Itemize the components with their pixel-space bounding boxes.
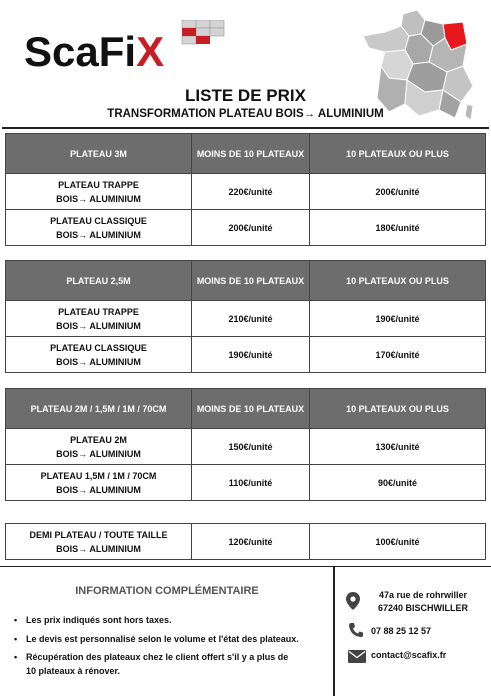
footer-divider [333,566,335,696]
location-pin-icon [346,592,360,610]
product-cell [6,524,192,560]
price-cell: 210€/unité [192,301,310,337]
price-cell: 130€/unité [310,429,486,465]
header-cell: MOINS DE 10 PLATEAUX [192,261,310,301]
table-row [6,210,486,246]
product-variant: BOIS→ ALUMINIUM [56,193,141,204]
product-cell [6,210,192,246]
product-cell [6,337,192,373]
table-row [6,174,486,210]
price-cell: 110€/unité [192,465,310,501]
price-cell: 100€/unité [310,524,486,560]
logo-text: ScaFiX [24,28,165,75]
divider [2,127,489,129]
price-table-half-plateau [5,523,486,560]
address-line: 67240 BISCHWILLER [377,603,469,613]
price-cell: 190€/unité [192,337,310,373]
product-cell [6,301,192,337]
page-title: LISTE DE PRIX [185,86,306,105]
price-cell: 180€/unité [310,210,486,246]
product-variant: BOIS→ ALUMINIUM [56,320,141,331]
price-cell: 190€/unité [310,301,486,337]
product-name: PLATEAU TRAPPE [58,179,139,190]
email-link[interactable]: contact@scafix.fr [371,650,447,660]
product-cell [6,174,192,210]
product-name: PLATEAU TRAPPE [58,306,139,317]
price-cell: 170€/unité [310,337,486,373]
table-row [6,465,486,501]
info-bullet-continuation: 10 plateaux à rénover. [26,666,121,676]
page-subtitle: TRANSFORMATION PLATEAU BOIS→ ALUMINIUM [107,108,384,120]
info-title: INFORMATION COMPLÉMENTAIRE [75,585,259,597]
product-name: PLATEAU CLASSIQUE [50,342,147,353]
header-cell: 10 PLATEAUX OU PLUS [310,389,486,429]
phone-icon [348,622,364,638]
price-table-small-sizes [5,388,486,501]
table-row [6,429,486,465]
product-variant: BOIS→ ALUMINIUM [56,356,141,367]
product-name: PLATEAU CLASSIQUE [50,215,147,226]
address-line: 47a rue de rohrwiller [378,590,468,600]
table-row [6,301,486,337]
price-cell: 90€/unité [310,465,486,501]
product-variant: BOIS→ ALUMINIUM [56,448,141,459]
address [368,589,478,615]
info-bullet: • Récupération des plateaux chez le client offert s'il y a plus de [14,652,289,662]
price-table-2-5m [5,260,486,373]
product-name: DEMI PLATEAU / TOUTE TAILLE [29,529,168,540]
table-row [6,337,486,373]
header-cell: PLATEAU 2,5M [6,261,192,301]
table-header-row [6,134,486,174]
header-cell: PLATEAU 2M / 1,5M / 1M / 70CM [6,389,192,429]
price-cell: 200€/unité [192,210,310,246]
table-row [6,524,486,560]
info-bullet: • Le devis est personnalisé selon le volume et l'état des plateaux. [14,634,299,644]
product-cell [6,429,192,465]
price-cell: 220€/unité [192,174,310,210]
table-header-row [6,261,486,301]
header-cell: MOINS DE 10 PLATEAUX [192,134,310,174]
price-cell: 200€/unité [310,174,486,210]
info-bullet: • Les prix indiqués sont hors taxes. [14,615,172,625]
mail-icon [348,650,366,663]
price-table-3m [5,133,486,246]
header-cell: PLATEAU 3M [6,134,192,174]
price-cell: 150€/unité [192,429,310,465]
header-cell: 10 PLATEAUX OU PLUS [310,134,486,174]
product-variant: BOIS→ ALUMINIUM [56,484,141,495]
product-name: PLATEAU 1,5M / 1M / 70CM [40,470,157,481]
product-name: PLATEAU 2M [70,434,127,445]
phone-number[interactable]: 07 88 25 12 57 [371,626,432,636]
product-cell [6,465,192,501]
scafix-logo [22,20,237,80]
header-cell: MOINS DE 10 PLATEAUX [192,389,310,429]
header-cell: 10 PLATEAUX OU PLUS [310,261,486,301]
product-variant: BOIS→ ALUMINIUM [56,543,141,554]
price-cell: 120€/unité [192,524,310,560]
table-header-row [6,389,486,429]
product-variant: BOIS→ ALUMINIUM [56,229,141,240]
